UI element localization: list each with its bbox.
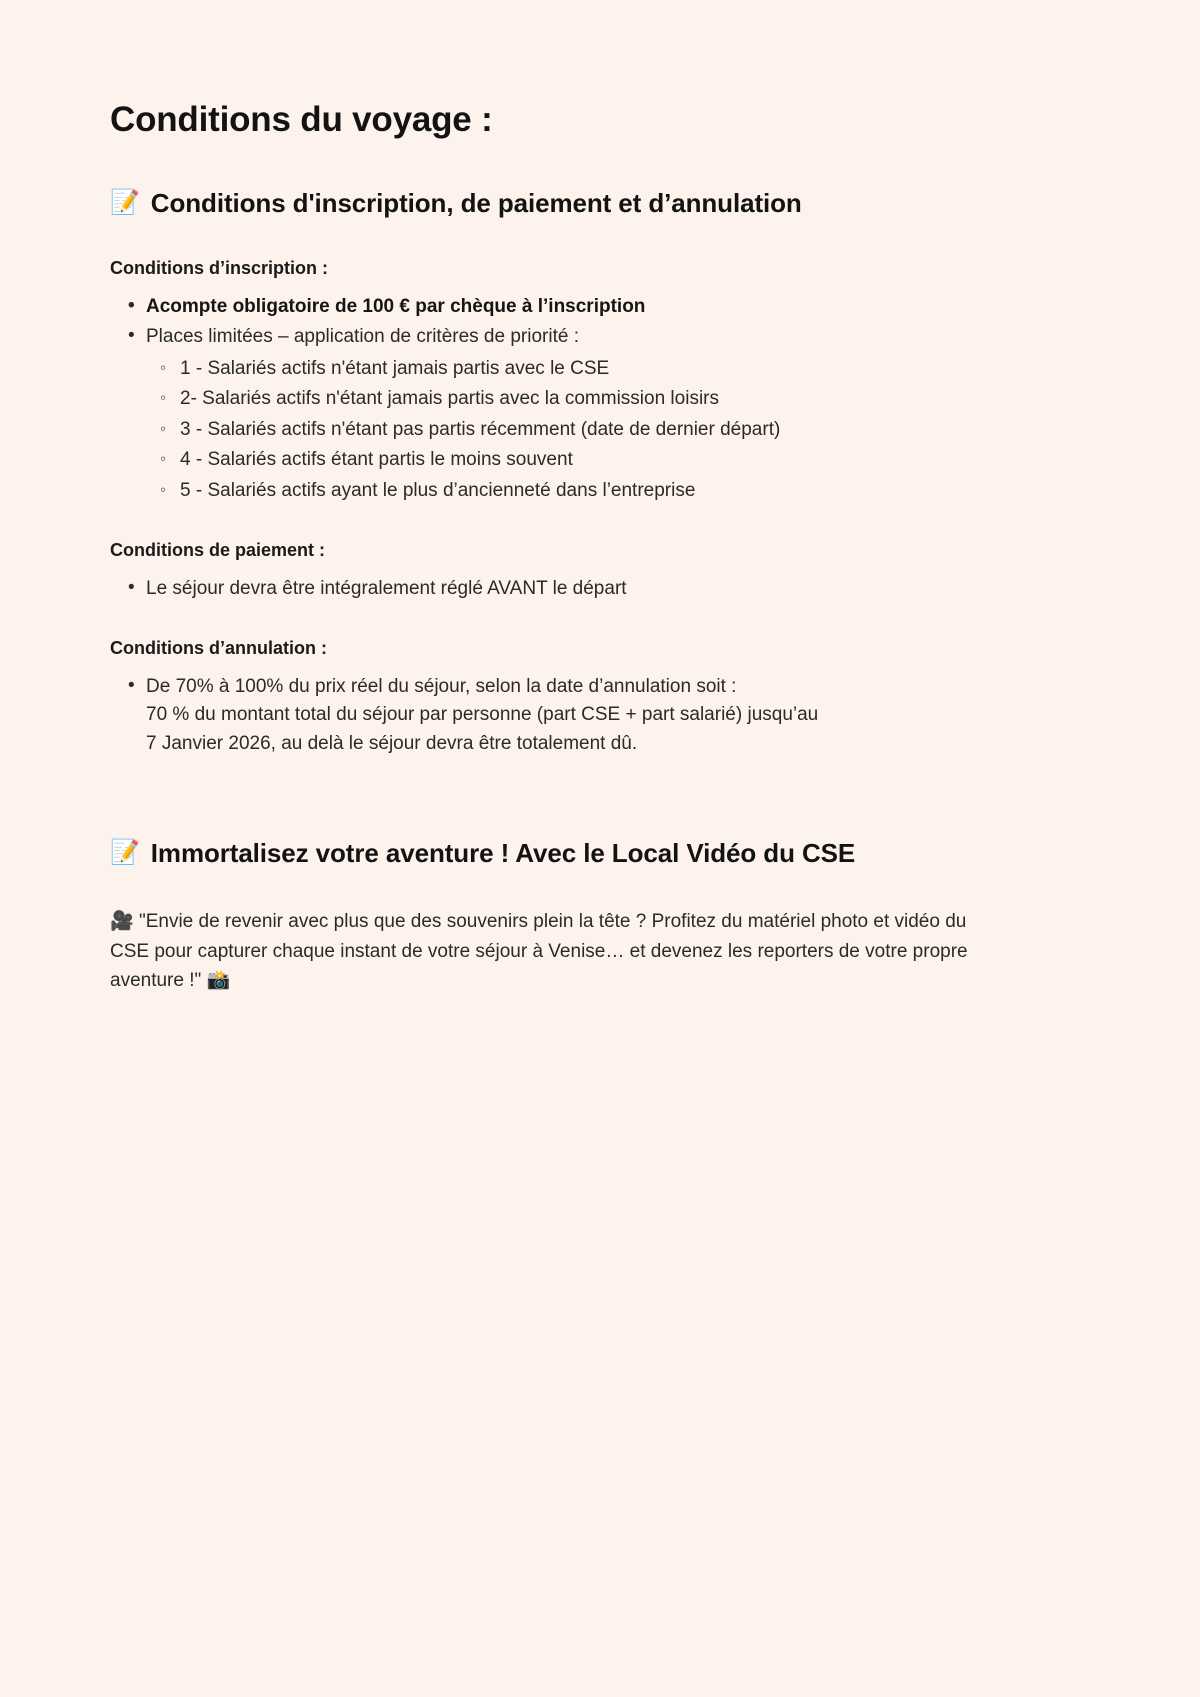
subsection-paiement: [110, 539, 1090, 603]
list-item: • Le séjour devra être intégralement réglé AVANT le départ: [110, 575, 1090, 604]
memo-icon: 📝: [110, 189, 140, 217]
sub-heading-inscription: Conditions d’inscription :: [110, 258, 328, 279]
list-item: • Acompte obligatoire de 100 € par chèque à l’inscription: [110, 293, 1090, 322]
page-title: Conditions du voyage :: [110, 100, 493, 139]
section-heading-conditions-label: Conditions d'inscription, de paiement et d’annulation: [150, 188, 802, 219]
list-item: [110, 323, 1090, 505]
section-heading-conditions: [110, 188, 1090, 219]
sub-heading-annulation: Conditions d’annulation :: [110, 638, 327, 659]
list-item-label: Places limitées – application de critères de priorité :: [146, 326, 579, 348]
priority-criteria-list: [146, 355, 1090, 506]
section-video: [110, 838, 1090, 996]
annulation-line-3: 7 Janvier 2026, au delà le séjour devra être totalement dû.: [146, 732, 638, 754]
subsection-inscription: [110, 257, 1090, 505]
annulation-line-1: • De 70% à 100% du prix réel du séjour, selon la date d’annulation soit :: [146, 675, 737, 697]
video-paragraph-text: "Envie de revenir avec plus que des souvenirs plein la tête ? Profitez du matériel photo et vidéo du CSE pour capturer chaque instant de votre séjour à Venise… et devenez les reporters de votre propre aventure !": [110, 911, 968, 992]
camera-with-flash-icon: 📸: [206, 970, 231, 992]
subsection-annulation: [110, 637, 1090, 758]
sub-heading-paiement: Conditions de paiement :: [110, 540, 326, 561]
movie-camera-icon: 🎥: [110, 911, 134, 933]
section-heading-video-label: Immortalisez votre aventure ! Avec le Local Vidéo du CSE: [150, 838, 856, 869]
memo-icon: 📝: [110, 839, 140, 867]
annulation-line-2: 70 % du montant total du séjour par personne (part CSE + part salarié) jusqu’au: [146, 704, 819, 726]
list-item: ◦ 4 - Salariés actifs étant partis le moins souvent: [146, 446, 1090, 475]
list-item: ◦ 3 - Salariés actifs n'étant pas partis récemment (date de dernier départ): [146, 416, 1090, 445]
list-item: ◦ 5 - Salariés actifs ayant le plus d’ancienneté dans l’entreprise: [146, 477, 1090, 506]
section-heading-video: [110, 838, 1090, 869]
section-conditions: [110, 188, 1090, 758]
list-item: ◦ 1 - Salariés actifs n'étant jamais partis avec le CSE: [146, 355, 1090, 384]
list-item: [110, 673, 1090, 759]
annulation-list: [110, 673, 1090, 759]
paiement-list: [110, 575, 1090, 604]
list-item: ◦ 2- Salariés actifs n'étant jamais partis avec la commission loisirs: [146, 385, 1090, 414]
inscription-list: [110, 293, 1090, 506]
video-paragraph: [110, 907, 990, 995]
